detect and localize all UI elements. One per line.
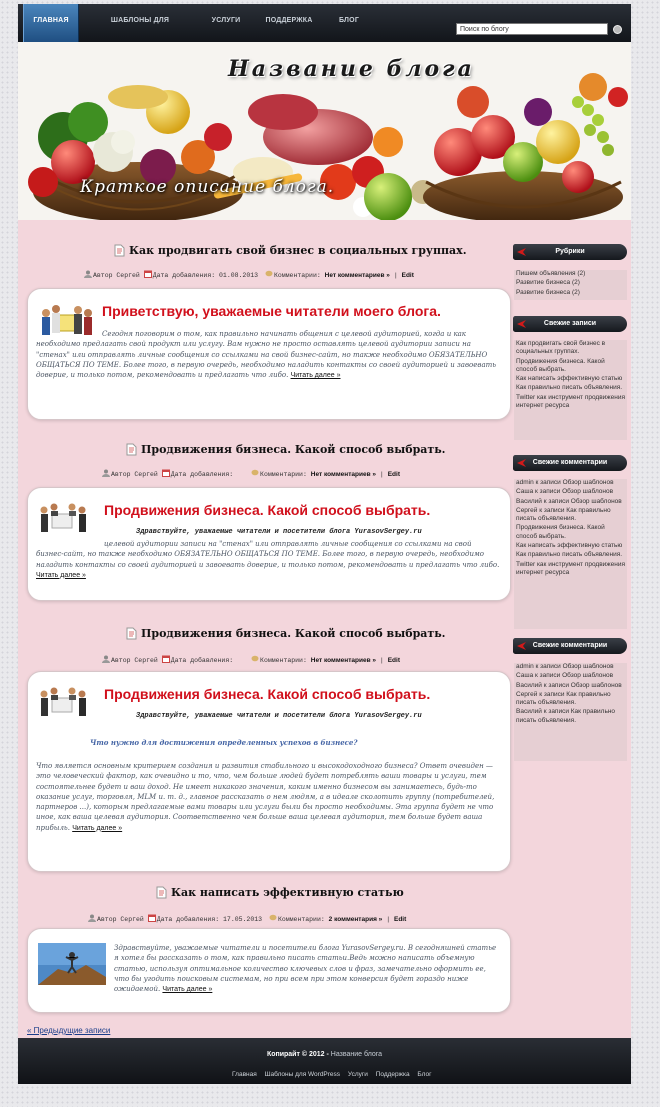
post-greeting: Здравствуйте, уважаемые читатели и посетители блога YurasovSergey.ru	[136, 528, 422, 536]
document-icon	[126, 627, 137, 640]
post-excerpt-text: целевой аудитории записи на "стенах" или отправлять личные сообщения со ссылками на свой бизнес-сайт, но также необходимо ОБЯЗАТЕЛЬНО ОБЩАТЬСЯ ПО ТЕМЕ. Более того, в первую очередь, необходимо наладить контакты со своей аудиторией и завоевать доверие, и только потом, рекомендовать и предлагать что либо.	[36, 540, 500, 569]
calendar-icon	[162, 469, 170, 477]
post-thumbnail	[38, 684, 88, 724]
sidebar-link[interactable]: Как продвигать свой бизнес в социальных группах.	[516, 340, 606, 356]
comments-link[interactable]: Нет комментариев »	[310, 657, 376, 664]
post-excerpt	[36, 539, 501, 581]
post-author: Автор Сергей	[97, 916, 144, 923]
meta-separator: |	[379, 657, 384, 664]
post-thumbnail	[38, 500, 88, 540]
post-date: Дата добавления:	[170, 657, 234, 664]
widget-list-categories	[514, 270, 627, 300]
nav-item-services[interactable]: УСЛУГИ	[211, 17, 241, 24]
edit-link[interactable]: Edit	[387, 657, 400, 664]
footer-link-services[interactable]: Услуги	[347, 1071, 368, 1078]
widget-title-text: Свежие комментарии	[532, 459, 608, 466]
sidebar-link[interactable]: Развитие бизнеса (2)	[516, 279, 580, 287]
widget-title-recent-comments-2	[513, 638, 627, 654]
sidebar-link[interactable]: Василий к записи Обзор шаблонов	[516, 497, 622, 505]
sidebar-link[interactable]: Сергей к записи Как правильно писать объявления.	[516, 690, 611, 707]
sidebar-link[interactable]: Саша к записи Обзор шаблонов	[516, 488, 614, 496]
read-more-link[interactable]: Читать далее »	[162, 986, 213, 994]
read-more-link[interactable]: Читать далее »	[290, 372, 341, 380]
copyright-text: Копирайт © 2012 -	[266, 1051, 329, 1058]
post-meta	[88, 914, 406, 923]
header-banner	[18, 42, 631, 220]
sidebar-link[interactable]: Как правильно писать объявления.	[516, 384, 623, 392]
sidebar-link[interactable]: Продвижения бизнеса. Какой способ выбрать.	[516, 357, 605, 373]
post-title-text[interactable]: Продвижения бизнеса. Какой способ выбрать.	[141, 443, 446, 456]
post-excerpt-text: Что является основным критерием создания и развития стабильного и высокодоходного бизнеса? Ответ очевиден — это человеческий фактор, как очевидно и то, что, чем больше людей будет потреблять ваши товары и услуги, тем состоятельнее будет и ваш доход. Не имеет никакого значения, каким именно бизнесом вы занимаетесь, будь-то оказание услуг, торговля, MLM и. т. д., главное рассказать о нем людям, а в идеале сколотить группу (потребителей, партнеров ...), которым предлагаемые вами товары или услуги были бы просто необходимы. Эта группа будет не что иное, как ваша целевая аудитория. Соответственно чем больше ваша целевая аудитория, тем больше будет ваша прибыль.	[36, 762, 495, 832]
meta-separator: |	[379, 471, 384, 478]
previous-posts-link[interactable]: « Предыдущие записи	[27, 1026, 111, 1035]
post-author: Автор Сергей	[93, 272, 140, 279]
widget-list-recent-comments	[514, 479, 627, 629]
post-date: Дата добавления:	[170, 471, 234, 478]
post-question: Что нужно для достижения определенных успехов в бизнесе?	[90, 738, 358, 747]
comments-link[interactable]: Нет комментариев »	[310, 471, 376, 478]
sidebar-link[interactable]: Продвижения бизнеса. Какой способ выбрать.	[516, 524, 605, 540]
comments-icon	[251, 469, 259, 477]
blog-title[interactable]: Название блога	[228, 56, 475, 82]
post-title[interactable]	[156, 886, 404, 899]
post-excerpt-text: Здравствуйте, уважаемые читатели и посетители блога YurasovSergey.ru. В сегодняшней статье я хотел бы рассказать о том, как правильно писать статьи.Ведь можно написать объемную статью, используя оптимальное количество ключевых слов и фраз, замечательно оформить ее, что бы угодить поисковым системам, но при всем при этом конверсия будет гораздо ниже ожидаемой.	[114, 944, 497, 994]
widget-title-recent-posts	[513, 316, 627, 332]
mountain-success-image	[38, 943, 106, 985]
post-title[interactable]	[114, 244, 467, 257]
post-title-text[interactable]: Как написать эффективную статью	[171, 886, 404, 899]
edit-link[interactable]: Edit	[401, 272, 414, 279]
post-heading: Приветствую, уважаемые читатели моего блога.	[102, 303, 441, 319]
calendar-icon	[148, 914, 156, 922]
sidebar-link[interactable]: Василий к записи Обзор шаблонов	[516, 681, 622, 689]
sidebar-link[interactable]: Пишем объявления (2)	[516, 270, 586, 277]
post-card	[27, 928, 511, 1013]
widget-list-recent-posts	[514, 340, 627, 440]
search-input[interactable]: Поиск по блогу	[456, 23, 608, 35]
blog-description: Краткое описание блога.	[80, 177, 335, 197]
sidebar-link[interactable]: Как написать эффективную статью	[516, 542, 623, 550]
sidebar-link[interactable]: Как написать эффективную статью	[516, 375, 623, 383]
widget-title-text: Рубрики	[555, 248, 585, 255]
footer-link-support[interactable]: Поддержка	[375, 1071, 410, 1078]
read-more-link[interactable]: Читать далее »	[72, 824, 123, 832]
post-date: Дата добавления: 01.08.2013	[152, 272, 259, 279]
post-date: Дата добавления: 17.05.2013	[156, 916, 263, 923]
post-title[interactable]	[126, 627, 446, 640]
post-meta	[84, 270, 414, 279]
post-title-text[interactable]: Как продвигать свой бизнес в социальных группах.	[129, 244, 467, 257]
edit-link[interactable]: Edit	[394, 916, 407, 923]
calendar-icon	[162, 655, 170, 663]
nav-item-wordpress-templates[interactable]: ШАБЛОНЫ ДЛЯ	[110, 17, 170, 24]
main-area	[18, 220, 631, 1038]
widget-list-recent-comments-2	[514, 663, 627, 761]
document-icon	[114, 244, 125, 257]
document-icon	[156, 886, 167, 899]
copyright	[18, 1051, 631, 1058]
post-meta	[102, 469, 400, 478]
sidebar-link[interactable]: Василий к записи Как правильно писать объявления.	[516, 708, 616, 724]
comments-icon	[269, 914, 277, 922]
widget-title-categories	[513, 244, 627, 260]
post-heading: Продвижения бизнеса. Какой способ выбрать.	[104, 686, 431, 702]
nav-item-blog[interactable]: БЛОГ	[339, 17, 359, 24]
sidebar-link[interactable]: Как правильно писать объявления.	[516, 551, 623, 559]
post-card	[27, 671, 511, 872]
edit-link[interactable]: Edit	[387, 471, 400, 478]
author-icon	[102, 469, 110, 477]
read-more-link[interactable]: Читать далее »	[36, 571, 86, 579]
sidebar-link[interactable]: Twitter как инструмент продвижения интернет ресурса	[516, 393, 626, 410]
widget-title-recent-comments	[513, 455, 627, 471]
business-team-image	[38, 500, 88, 540]
footer-blog-name[interactable]: Название блога	[330, 1051, 383, 1058]
author-icon	[102, 655, 110, 663]
post-title[interactable]	[126, 443, 446, 456]
author-icon	[88, 914, 96, 922]
sidebar-link[interactable]: Развитие бизнеса (2)	[516, 288, 580, 296]
meta-separator: |	[386, 916, 391, 923]
post-heading: Продвижения бизнеса. Какой способ выбрать.	[104, 502, 431, 518]
sidebar-link[interactable]: Twitter как инструмент продвижения интернет ресурса	[516, 560, 626, 576]
footer	[18, 1038, 631, 1084]
post-excerpt	[114, 943, 502, 995]
comments-link[interactable]: Нет комментариев »	[324, 272, 390, 279]
footer-link-blog[interactable]: Блог	[417, 1071, 432, 1078]
comments-label: Комментарии:	[260, 471, 307, 478]
post-thumbnail	[38, 943, 106, 985]
meta-separator: |	[393, 272, 398, 279]
sidebar-link[interactable]: Саша к записи Обзор шаблонов	[516, 672, 614, 680]
comments-icon	[251, 655, 259, 663]
post-excerpt	[36, 329, 501, 381]
post-excerpt	[36, 761, 501, 834]
comments-label: Комментарии:	[273, 272, 321, 279]
top-navigation	[18, 4, 631, 43]
post-author: Автор Сергей	[111, 657, 158, 664]
calendar-icon	[144, 270, 152, 278]
author-icon	[84, 270, 92, 278]
post-card	[27, 487, 511, 601]
sidebar-link[interactable]: Сергей к записи Как правильно писать объявления.	[516, 506, 611, 523]
nav-item-home[interactable]: ГЛАВНАЯ	[23, 4, 79, 42]
comments-label: Комментарии:	[277, 916, 325, 923]
post-author: Автор Сергей	[111, 471, 158, 478]
post-meta	[102, 655, 400, 664]
footer-link-home[interactable]: Главная	[232, 1071, 257, 1078]
post-excerpt-text: Сегодня поговорим о том, как правильно начинать общения с целевой аудиторией, когда и как необходимо предлагать свой продукт или услугу. Вам нужно не просто оставлять целевой аудитории записи на "стенах" или отправлять личные сообщения со ссылками на свой бизнес-сайт, но также необходимо ОБЯЗАТЕЛЬНО ОБЩАТЬСЯ ПО ТЕМЕ. Более того, в первую очередь, необходимо наладить контакты со своей аудиторией и завоевать доверие, и только потом, рекомендовать и предлагать что либо.	[36, 330, 497, 380]
nav-item-support[interactable]: ПОДДЕРЖКА	[265, 17, 313, 24]
post-card	[27, 288, 511, 420]
footer-links	[232, 1071, 437, 1078]
widget-title-text: Свежие записи	[543, 320, 597, 327]
footer-link-wordpress-templates[interactable]: Шаблоны для WordPress	[264, 1071, 341, 1078]
comments-icon	[265, 270, 273, 278]
document-icon	[126, 443, 137, 456]
business-team-image	[38, 684, 88, 724]
comments-label: Комментарии:	[260, 657, 307, 664]
search-button[interactable]	[613, 25, 622, 34]
post-title-text[interactable]: Продвижения бизнеса. Какой способ выбрать.	[141, 627, 446, 640]
post-greeting: Здравствуйте, уважаемые читатели и посетители блога YurasovSergey.ru	[136, 712, 422, 720]
sidebar-link[interactable]: admin к записи Обзор шаблонов	[516, 663, 614, 670]
widget-title-text: Свежие комментарии	[532, 642, 608, 649]
sidebar-link[interactable]: admin к записи Обзор шаблонов	[516, 479, 614, 486]
comments-link[interactable]: 2 комментария »	[328, 916, 383, 923]
